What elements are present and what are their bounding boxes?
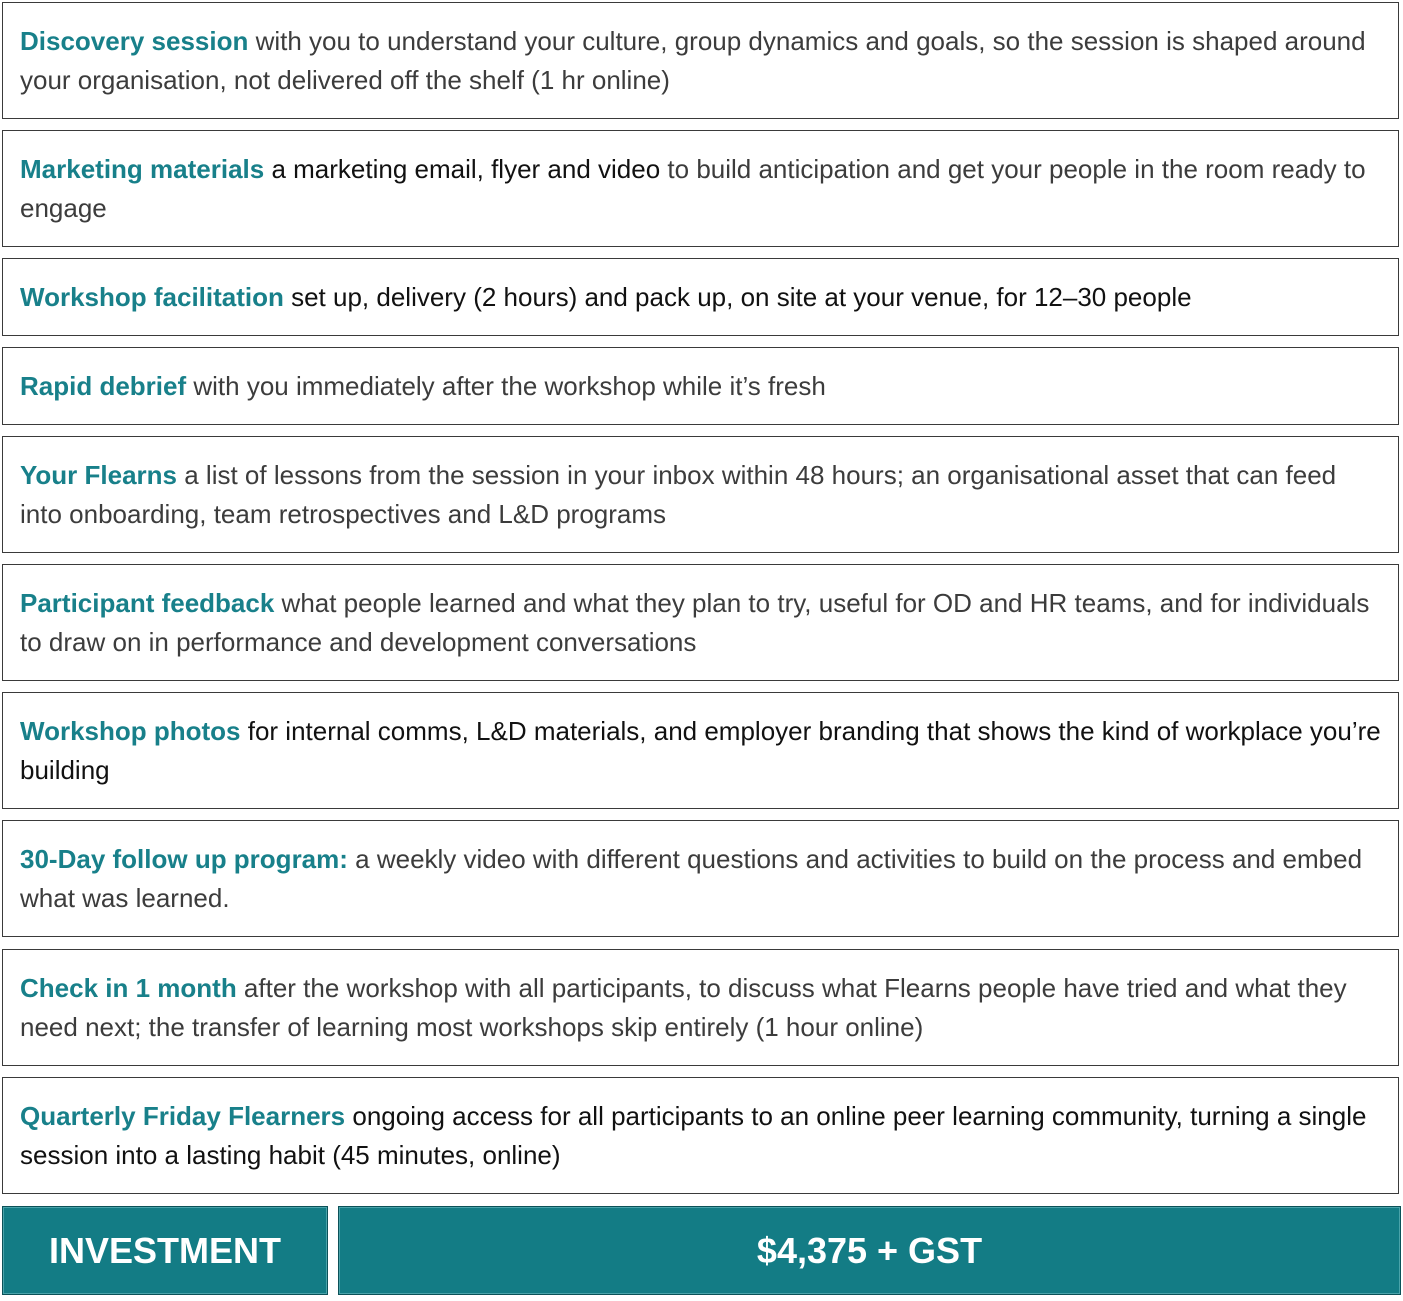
item-description: what people learned and what they plan to try, useful for OD and HR teams, and for individuals to draw on in performance and development conversations (20, 587, 1370, 657)
item-title: Marketing materials (20, 153, 265, 184)
list-item-marketing-materials (2, 130, 1399, 247)
item-title: Your Flearns (20, 459, 178, 490)
list-item-quarterly-friday-flearners (2, 1077, 1399, 1194)
item-description: to build anticipation and get your people in the room ready to engage (20, 153, 1366, 223)
list-item-participant-feedback (2, 564, 1399, 681)
list-item-discovery-session (2, 2, 1399, 119)
list-item-workshop-facilitation (2, 258, 1399, 336)
item-description: a weekly video with different questions and activities to build on the process and embed what was learned. (20, 843, 1363, 913)
item-title: 30-Day follow up program: (20, 843, 348, 874)
item-description-emphasis: for internal comms, L&D materials, and employer branding that shows the kind of workplace you’re building (20, 715, 1381, 785)
list-item-follow-up-program (2, 820, 1399, 937)
item-title: Rapid debrief (20, 370, 187, 401)
item-description-emphasis: set up, delivery (2 hours) and pack up, on site at your venue, for 12–30 people (283, 281, 1192, 312)
list-item-your-flearns (2, 436, 1399, 553)
item-title: Workshop facilitation (20, 281, 284, 312)
list-item-workshop-photos (2, 692, 1399, 809)
investment-label: INVESTMENT (2, 1206, 328, 1295)
item-title: Workshop photos (20, 715, 241, 746)
item-description: with you to understand your culture, group dynamics and goals, so the session is shaped around your organisation, not delivered off the shelf (1 hr online) (20, 25, 1366, 95)
item-title: Discovery session (20, 25, 249, 56)
item-description-emphasis: ongoing access for all participants to an online peer learning community, turning a single session into a lasting habit (45 minutes, online) (20, 1100, 1367, 1170)
item-description: after the workshop with all participants, to discuss what Flearns people have tried and what they need next; the transfer of learning most workshops skip entirely (1 hour online) (20, 972, 1347, 1042)
investment-price: $4,375 + GST (338, 1206, 1401, 1295)
item-description: a list of lessons from the session in your inbox within 48 hours; an organisational asset that can feed into onboarding, team retrospectives and L&D programs (20, 459, 1337, 529)
item-description: with you immediately after the workshop while it’s fresh (186, 370, 826, 401)
list-item-check-in (2, 949, 1399, 1066)
item-title: Check in 1 month (20, 972, 237, 1003)
item-title: Quarterly Friday Flearners (20, 1100, 346, 1131)
item-title: Participant feedback (20, 587, 275, 618)
list-item-rapid-debrief (2, 347, 1399, 425)
item-description-emphasis: a marketing email, flyer and video (264, 153, 661, 184)
